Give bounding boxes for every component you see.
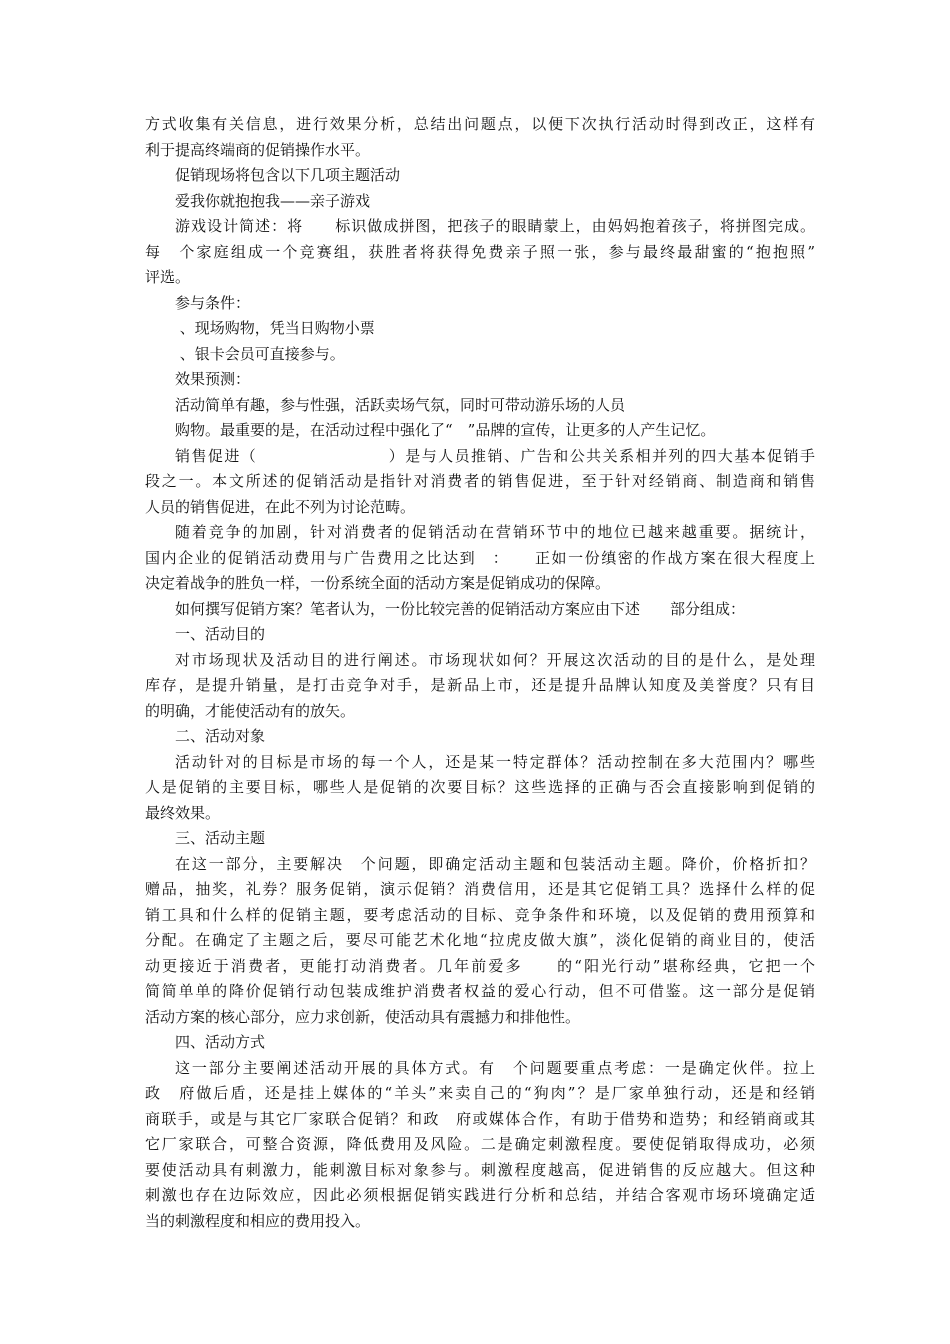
text-line: 活动针对的目标是市场的每一个人，还是某一特定群体？活动控制在多大范围内？哪些 [175, 752, 815, 771]
text-line: 人员的销售促进，在此不列为讨论范畴。 [145, 497, 416, 516]
text-line: 评选。 [145, 268, 191, 286]
text-line: 赠品，抽奖，礼券？服务促销，演示促销？消费信用，还是其它促销工具？选择什么样的促 [145, 880, 815, 898]
text-line: 当的刺激程度和相应的费用投入。 [145, 1211, 371, 1230]
text-line: 销售促进（ ）是与人员推销、广告和公共关系相并列的四大基本促销手 [175, 446, 815, 465]
text-line: 三、活动主题 [175, 829, 266, 847]
text-line: 购物。最重要的是，在活动过程中强化了“ ”品牌的宣传，让更多的人产生记忆。 [175, 421, 716, 439]
text-line: 每 个家庭组成一个竞赛组，获胜者将获得免费亲子照一张，参与最终最甜蜜的“抱抱照” [145, 242, 815, 261]
text-line: 刺激也存在边际效应，因此必须根据促销实践进行分析和总结，并结合客观市场环境确定适 [145, 1186, 815, 1204]
text-line: 二、活动对象 [175, 727, 266, 745]
text-line: 简简单单的降价促销行动包装成维护消费者权益的爱心行动，但不可借鉴。这一部分是促销 [145, 982, 815, 1000]
text-line: 方式收集有关信息，进行效果分析，总结出问题点，以便下次执行活动时得到改正，这样有 [145, 115, 815, 133]
text-line: 人是促销的主要目标，哪些人是促销的次要目标？这些选择的正确与否会直接影响到促销的 [145, 778, 815, 796]
text-line: 、银卡会员可直接参与。 [175, 344, 345, 363]
text-line: 活动简单有趣，参与性强，活跃卖场气氛，同时可带动游乐场的人员 [175, 395, 626, 414]
text-line: 参与条件： [175, 293, 251, 312]
text-line: 随着竞争的加剧，针对消费者的促销活动在营销环节中的地位已越来越重要。据统计， [175, 523, 815, 541]
text-line: 分配。在确定了主题之后，要尽可能艺术化地“拉虎皮做大旗”，淡化促销的商业目的，使活 [145, 931, 815, 949]
text-line: 、现场购物，凭当日购物小票 [175, 319, 375, 337]
text-line: 游戏设计简述：将 标识做成拼图，把孩子的眼睛蒙上，由妈妈抱着孩子，将拼图完成。 [175, 217, 815, 235]
text-line: 爱我你就抱抱我——亲子游戏 [175, 191, 371, 210]
text-line: 活动方案的核心部分，应力求创新，使活动具有震撼力和排他性。 [145, 1007, 581, 1026]
text-line: 对市场现状及活动目的进行阐述。市场现状如何？开展这次活动的目的是什么，是处理 [175, 650, 815, 669]
text-line: 一、活动目的 [175, 625, 266, 643]
text-line: 的明确，才能使活动有的放矢。 [145, 701, 356, 720]
text-line: 最终效果。 [145, 803, 221, 822]
text-line: 效果预测： [175, 370, 251, 388]
text-line: 这一部分主要阐述活动开展的具体方式。有 个问题要重点考虑：一是确定伙伴。拉上 [175, 1058, 815, 1077]
document-body [145, 112, 815, 1234]
text-line: 段之一。本文所述的促销活动是指针对消费者的销售促进，至于针对经销商、制造商和销售 [145, 472, 815, 490]
text-line: 在这一部分，主要解决 个问题，即确定活动主题和包装活动主题。降价，价格折扣？ [175, 854, 815, 873]
text-line: 利于提高终端商的促销操作水平。 [145, 140, 371, 159]
text-line: 它厂家联合，可整合资源，降低费用及风险。二是确定刺激程度。要使促销取得成功，必须 [145, 1135, 815, 1153]
text-line: 销工具和什么样的促销主题，要考虑活动的目标、竞争条件和环境，以及促销的费用预算和 [145, 905, 815, 924]
text-line: 促销现场将包含以下几项主题活动 [175, 166, 401, 184]
text-line: 库存，是提升销量，是打击竞争对手，是新品上市，还是提升品牌认知度及美誉度？只有目 [145, 676, 815, 694]
text-line: 政 府做后盾，还是挂上媒体的“羊头”来卖自己的“狗肉”？是厂家单独行动，还是和经销 [145, 1084, 815, 1102]
text-line: 如何撰写促销方案？笔者认为，一份比较完善的促销活动方案应由下述 部分组成： [175, 599, 746, 618]
text-line: 四、活动方式 [175, 1033, 266, 1051]
text-line: 决定着战争的胜负一样，一份系统全面的活动方案是促销成功的保障。 [145, 574, 611, 592]
text-line: 动更接近于消费者，更能打动消费者。几年前爱多 的“阳光行动”堪称经典，它把一个 [145, 956, 815, 975]
text-line: 商联手，或是与其它厂家联合促销？和政 府或媒体合作，有助于借势和造势；和经销商或其 [145, 1109, 815, 1128]
text-line: 国内企业的促销活动费用与广告费用之比达到 ： 正如一份缜密的作战方案在很大程度上 [145, 548, 815, 567]
text-line: 要使活动具有刺激力，能刺激目标对象参与。刺激程度越高，促进销售的反应越大。但这种 [145, 1160, 815, 1179]
